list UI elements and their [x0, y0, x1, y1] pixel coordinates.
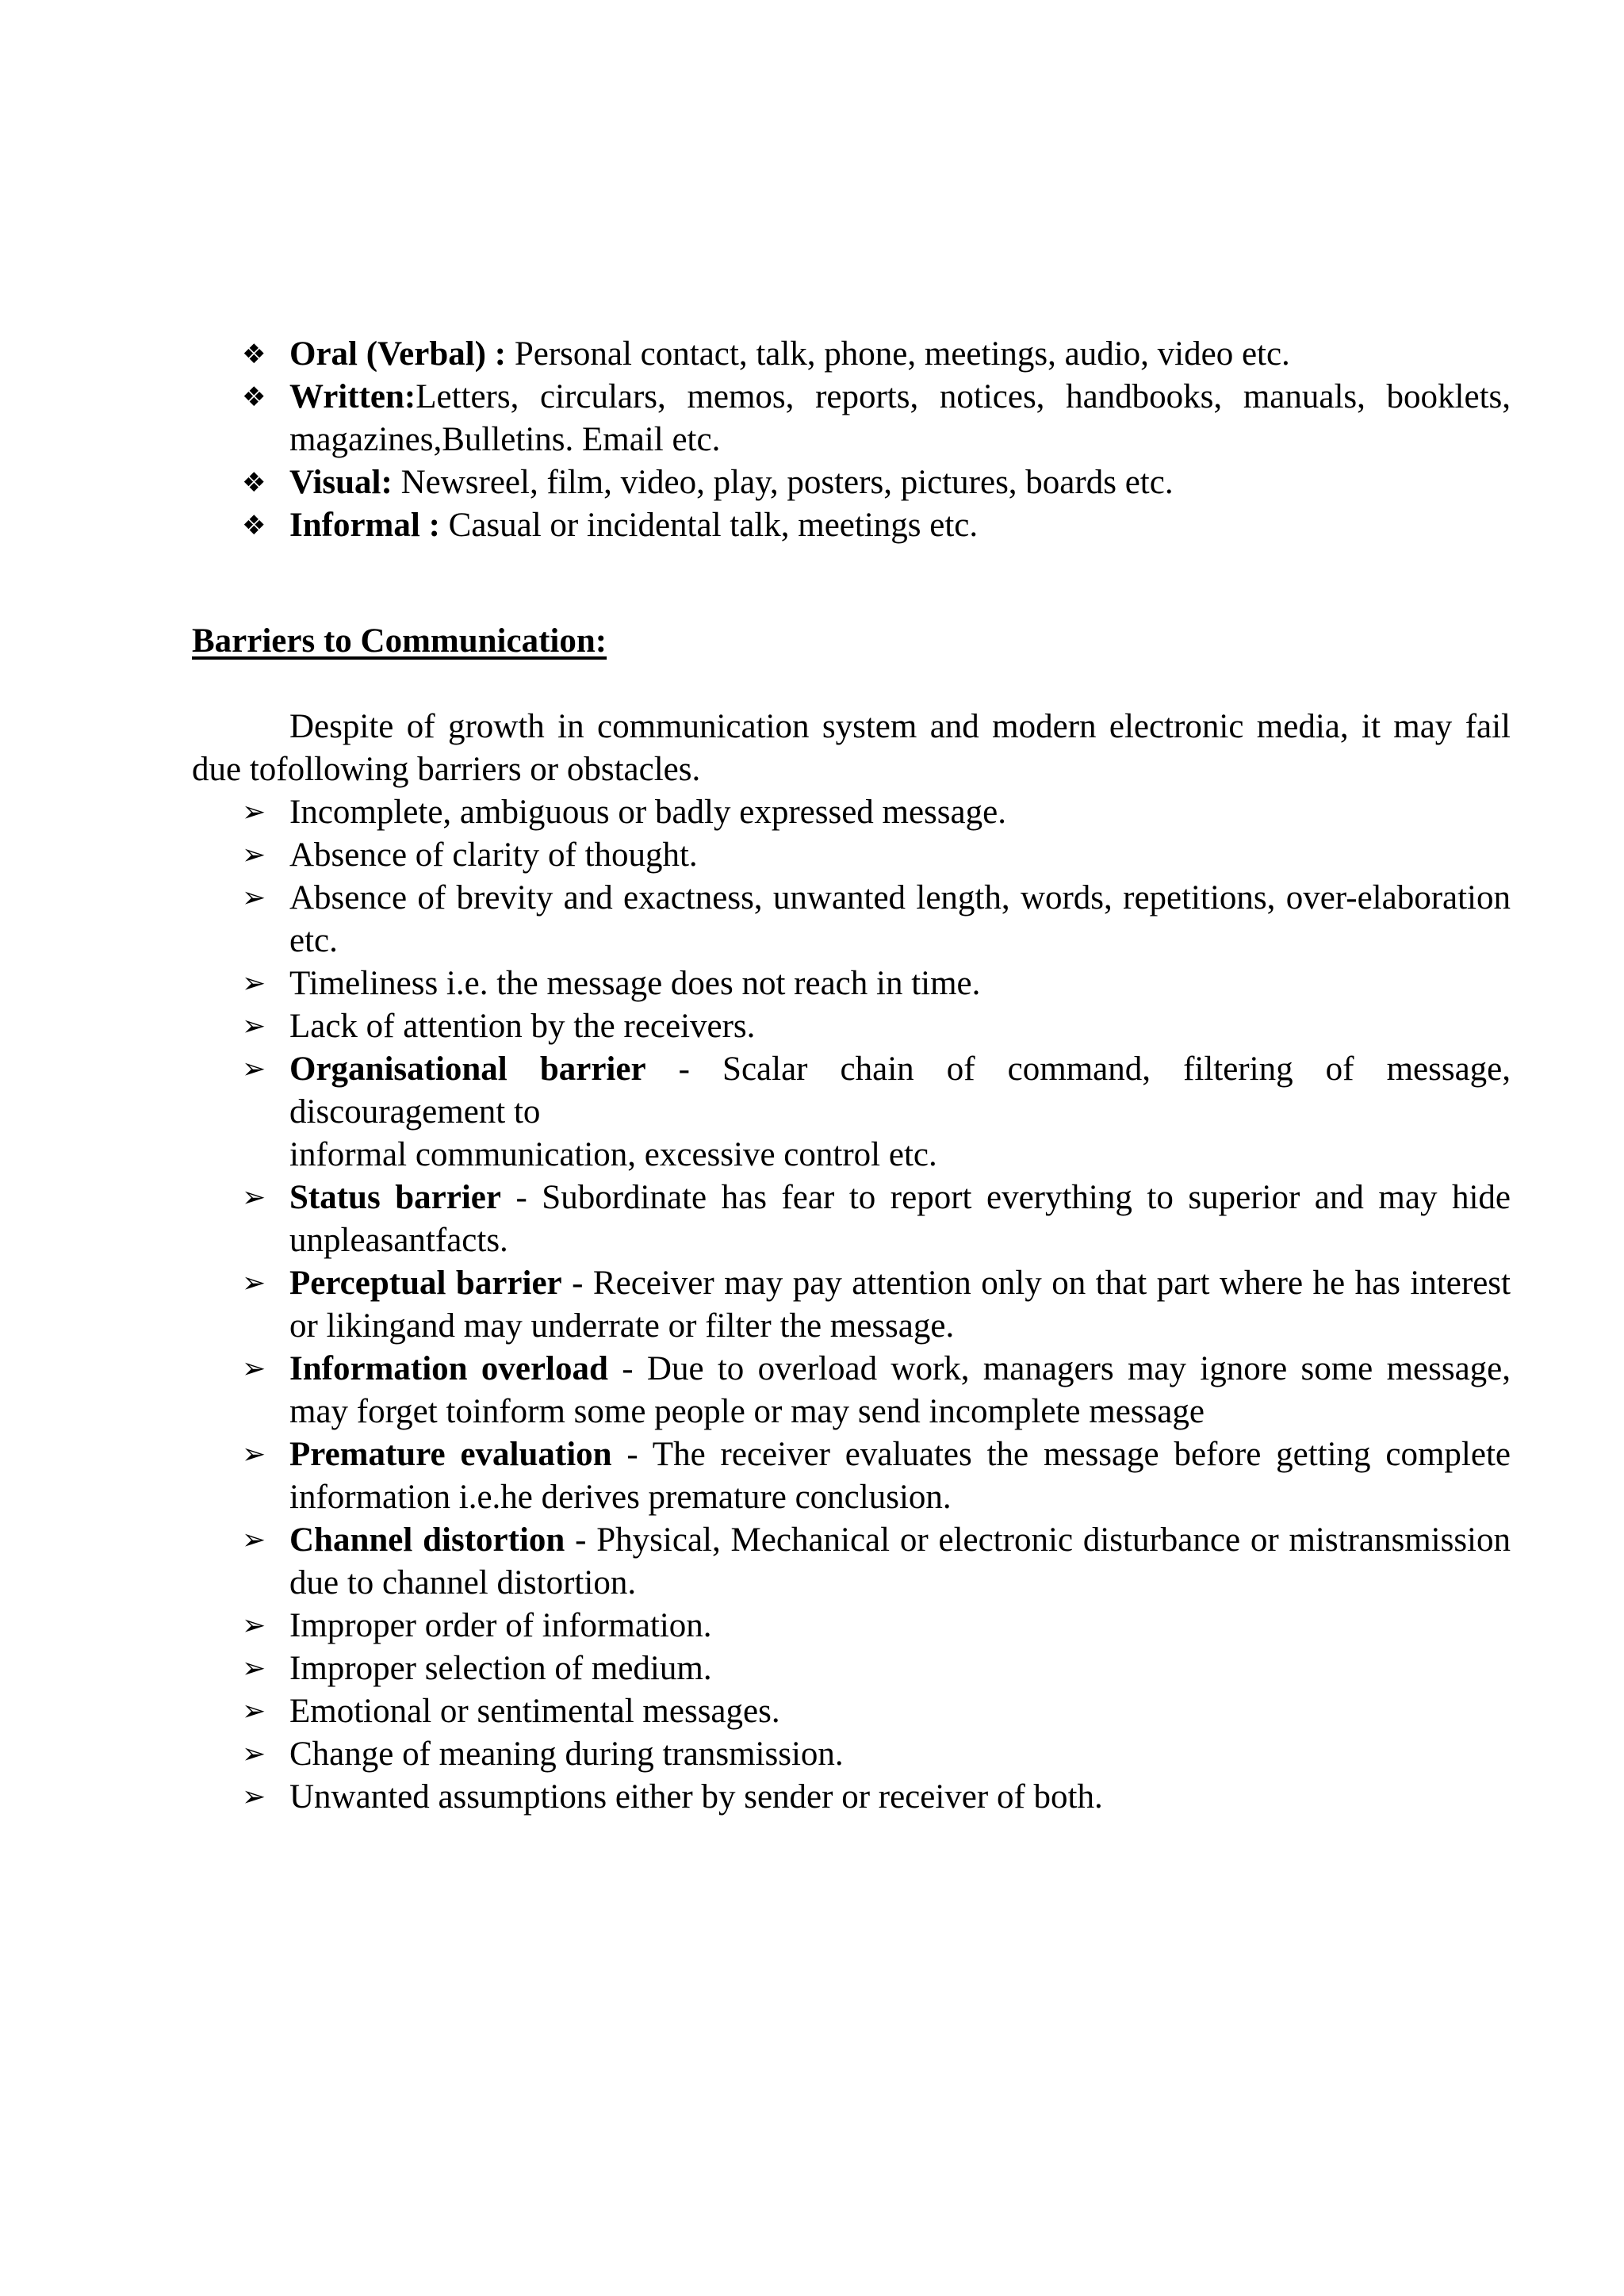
barrier-description: Emotional or sentimental messages.: [289, 1693, 780, 1730]
media-term: Visual:: [289, 464, 393, 501]
arrow-bullet-icon: ➢: [242, 1695, 266, 1728]
barrier-description: Absence of clarity of thought.: [289, 836, 698, 874]
arrow-bullet-icon: ➢: [242, 839, 266, 871]
barrier-description: Absence of brevity and exactness, unwanted length, words, repetitions, over-elaboration etc.: [289, 879, 1511, 959]
media-description: Newsreel, film, video, play, posters, pictures, boards etc.: [392, 464, 1174, 501]
barrier-description: - Subordinate has fear to report everything to superior and may hide unpleasantfacts.: [289, 1179, 1511, 1259]
barriers-list: [242, 791, 1511, 1819]
list-item: [242, 461, 1511, 504]
media-term: Informal :: [289, 507, 440, 544]
barrier-description: Improper selection of medium.: [289, 1650, 712, 1687]
list-item: [242, 1776, 1511, 1819]
list-item: [242, 504, 1511, 547]
arrow-bullet-icon: ➢: [242, 1652, 266, 1685]
arrow-bullet-icon: ➢: [242, 1353, 266, 1385]
media-description: Personal contact, talk, phone, meetings, audio, video etc.: [506, 335, 1290, 373]
communication-media-list: [242, 333, 1511, 547]
list-item: [242, 1048, 1511, 1177]
list-item: [242, 1647, 1511, 1690]
barrier-description: Lack of attention by the receivers.: [289, 1008, 756, 1045]
intro-paragraph: Despite of growth in communication system and modern electronic media, it may fail due tofollowing barriers or obstacles.: [192, 708, 1511, 788]
list-item: [242, 1519, 1511, 1605]
arrow-bullet-icon: ➢: [242, 1267, 266, 1299]
barrier-description: - Scalar chain of command, filtering of message, discouragement to: [289, 1050, 1511, 1131]
barrier-term: Information overload: [289, 1350, 608, 1387]
barrier-continuation: informal communication, excessive control etc.: [289, 1136, 937, 1173]
barrier-term: Organisational barrier: [289, 1050, 646, 1088]
barrier-term: Perceptual barrier: [289, 1265, 562, 1302]
diamond-bullet-icon: ❖: [242, 510, 266, 541]
arrow-bullet-icon: ➢: [242, 1524, 266, 1556]
list-item: [242, 1177, 1511, 1262]
arrow-bullet-icon: ➢: [242, 967, 266, 1000]
diamond-bullet-icon: ❖: [242, 339, 266, 370]
list-item: [242, 1005, 1511, 1048]
barrier-term: Premature evaluation: [289, 1436, 612, 1473]
media-description: Letters, circulars, memos, reports, notices, handbooks, manuals, booklets, magazines,Bulletins. Email etc.: [289, 378, 1511, 458]
barrier-description: - The receiver evaluates the message before getting complete information i.e.he derives premature conclusion.: [289, 1436, 1511, 1516]
list-item: [242, 1348, 1511, 1433]
diamond-bullet-icon: ❖: [242, 381, 266, 413]
list-item: [242, 1690, 1511, 1733]
media-term: Written:: [289, 378, 416, 415]
arrow-bullet-icon: ➢: [242, 1781, 266, 1813]
arrow-bullet-icon: ➢: [242, 1181, 266, 1214]
arrow-bullet-icon: ➢: [242, 796, 266, 828]
media-description: Casual or incidental talk, meetings etc.: [439, 507, 979, 544]
section-heading: Barriers to Communication:: [192, 622, 607, 660]
arrow-bullet-icon: ➢: [242, 882, 266, 914]
arrow-bullet-icon: ➢: [242, 1738, 266, 1770]
barrier-term: Status barrier: [289, 1179, 501, 1216]
list-item: [242, 1605, 1511, 1647]
barrier-description: Change of meaning during transmission.: [289, 1735, 844, 1773]
list-item: [242, 791, 1511, 834]
list-item: [242, 376, 1511, 461]
barrier-description: Improper order of information.: [289, 1607, 712, 1644]
list-item: [242, 1262, 1511, 1348]
list-item: [242, 333, 1511, 376]
diamond-bullet-icon: ❖: [242, 467, 266, 499]
barrier-description: - Receiver may pay attention only on that part where he has interest or likingand may underrate or filter the message.: [289, 1265, 1511, 1345]
barrier-description: Incomplete, ambiguous or badly expressed message.: [289, 794, 1006, 831]
arrow-bullet-icon: ➢: [242, 1609, 266, 1642]
arrow-bullet-icon: ➢: [242, 1053, 266, 1085]
barrier-description: - Physical, Mechanical or electronic disturbance or mistransmission due to channel distortion.: [289, 1521, 1511, 1601]
list-item: [242, 877, 1511, 962]
barrier-description: - Due to overload work, managers may ignore some message, may forget toinform some people or may send incomplete message: [289, 1350, 1511, 1430]
barrier-description: Timeliness i.e. the message does not reach in time.: [289, 965, 981, 1002]
barrier-description: Unwanted assumptions either by sender or receiver of both.: [289, 1778, 1103, 1816]
list-item: [242, 962, 1511, 1005]
arrow-bullet-icon: ➢: [242, 1010, 266, 1043]
media-term: Oral (Verbal) :: [289, 335, 507, 373]
list-item: [242, 1733, 1511, 1776]
barrier-term: Channel distortion: [289, 1521, 565, 1559]
arrow-bullet-icon: ➢: [242, 1438, 266, 1471]
list-item: [242, 1433, 1511, 1519]
list-item: [242, 834, 1511, 877]
